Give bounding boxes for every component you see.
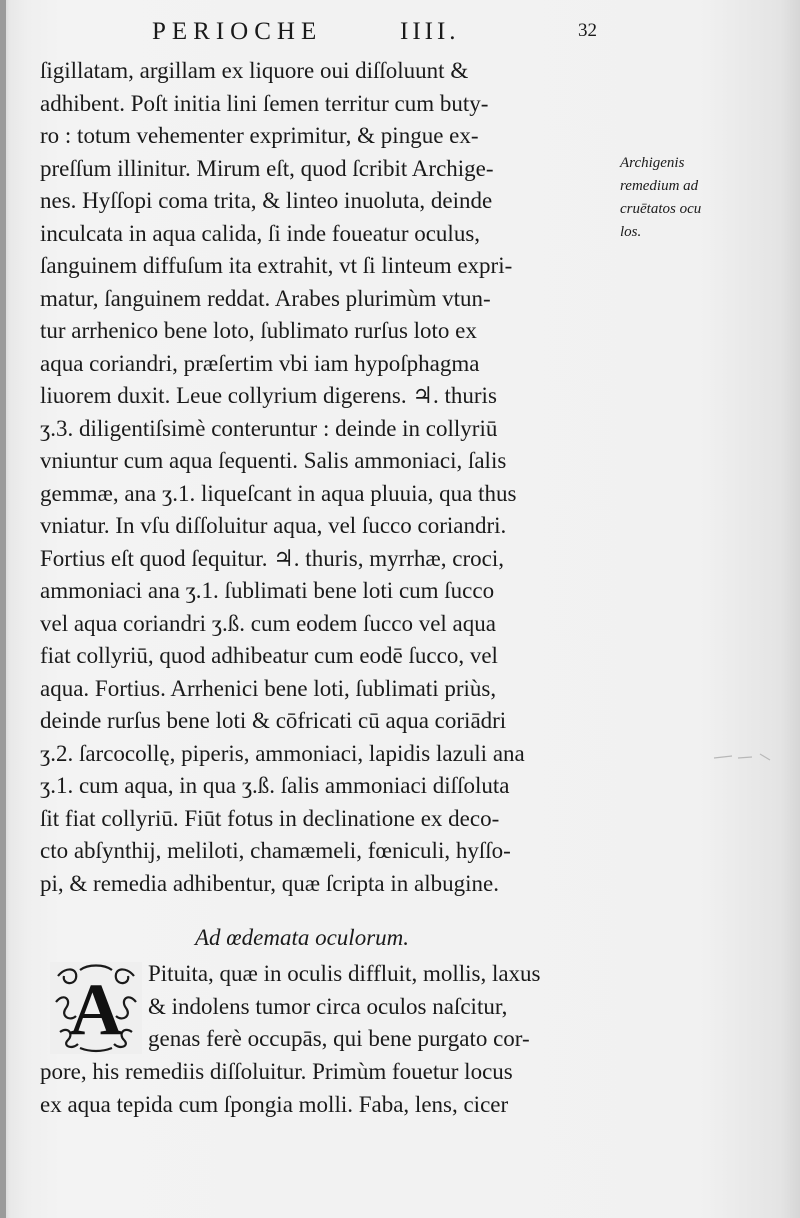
- running-head-title: PERIOCHE: [152, 18, 323, 45]
- second-paragraph: [40, 1056, 625, 1121]
- second-paragraph-indented: [148, 958, 628, 1056]
- text-line: ſigillatam, argillam ex liquore oui diſſoluunt &: [40, 58, 469, 83]
- text-line: aqua coriandri, præſertim vbi iam hypoſphagma: [40, 350, 480, 376]
- running-head-book-number: IIII.: [400, 18, 460, 45]
- text-line: pi, & remedia adhibentur, quæ ſcripta in albugine.: [40, 870, 499, 896]
- decorated-initial-a: [50, 962, 142, 1054]
- margin-note-line: cruētatos ocu: [620, 201, 702, 217]
- text-line: Pituita, quæ in oculis diffluit, mollis, laxus: [148, 961, 541, 986]
- section-heading: Ad œdemata oculorum.: [195, 925, 410, 950]
- main-paragraph: [40, 55, 625, 900]
- text-line: deinde rurſus bene loti & cōfricati cū aqua coriādri: [40, 708, 507, 733]
- text-line: ʒ.2. ſarcocollę, piperis, ammoniaci, lapidis lazuli ana: [40, 740, 525, 766]
- text-line: matur, ſanguinem reddat. Arabes plurimùm vtun-: [40, 285, 491, 311]
- text-line: pore, his remediis diſſoluitur. Primùm fouetur locus: [40, 1059, 513, 1084]
- text-line: Fortius eſt quod ſequitur. ♃. thuris, myrrhæ, croci,: [40, 545, 504, 571]
- text-line: ʒ.3. diligentiſsimè conteruntur : deinde in collyriū: [40, 415, 498, 441]
- running-head: [0, 18, 800, 54]
- text-line: fiat collyriū, quod adhibeatur cum eodē ſucco, vel: [40, 643, 498, 668]
- page-number: 32: [578, 20, 597, 41]
- text-line: ſanguinem diffuſum ita extrahit, vt ſi linteum expri-: [40, 253, 513, 278]
- text-line: vel aqua coriandri ʒ.ß. cum eodem ſucco vel aqua: [40, 610, 496, 636]
- text-line: nes. Hyſſopi coma trita, & linteo inuoluta, deinde: [40, 188, 493, 213]
- text-line: inculcata in aqua calida, ſi inde foueatur oculus,: [40, 220, 481, 246]
- text-line: ſit fiat collyriū. Fiūt fotus in declinatione ex deco-: [40, 805, 500, 831]
- text-line: cto abſynthij, meliloti, chamæmeli, fœniculi, hyſſo-: [40, 838, 511, 863]
- margin-note-line: Archigenis: [620, 155, 685, 171]
- text-line: ʒ.1. cum aqua, in qua ʒ.ß. ſalis ammoniaci diſſoluta: [40, 773, 510, 798]
- text-line: liuorem duxit. Leue collyrium digerens. ♃. thuris: [40, 383, 497, 408]
- text-line: tur arrhenico bene loto, ſublimato rurſus loto ex: [40, 318, 477, 343]
- margin-note-line: remedium ad: [620, 178, 699, 194]
- text-line: ex aqua tepida cum ſpongia molli. Faba, lens, cicer: [40, 1091, 509, 1117]
- text-line: genas ferè occupās, qui bene purgato cor-: [148, 1026, 530, 1051]
- text-line: adhibent. Poſt initia lini ſemen territur cum buty-: [40, 90, 489, 116]
- text-line: preſſum illinitur. Mirum eſt, quod ſcribit Archige-: [40, 155, 494, 181]
- text-line: vniatur. In vſu diſſoluitur aqua, vel ſucco coriandri.: [40, 513, 507, 538]
- margin-note-line: los.: [620, 224, 642, 240]
- text-line: & indolens tumor circa oculos naſcitur,: [148, 993, 508, 1019]
- text-line: vniuntur cum aqua ſequenti. Salis ammoniaci, ſalis: [40, 448, 507, 473]
- text-line: gemmæ, ana ʒ.1. liqueſcant in aqua pluuia, qua thus: [40, 480, 517, 506]
- text-line: ro : totum vehementer exprimitur, & pingue ex-: [40, 123, 479, 148]
- text-line: aqua. Fortius. Arrhenici bene loti, ſublimati priùs,: [40, 675, 497, 701]
- text-line: ammoniaci ana ʒ.1. ſublimati bene loti cum ſucco: [40, 578, 495, 603]
- marginal-note: [620, 152, 795, 244]
- show-through-mark: [712, 752, 772, 762]
- dropcap-letter: A: [69, 969, 123, 1051]
